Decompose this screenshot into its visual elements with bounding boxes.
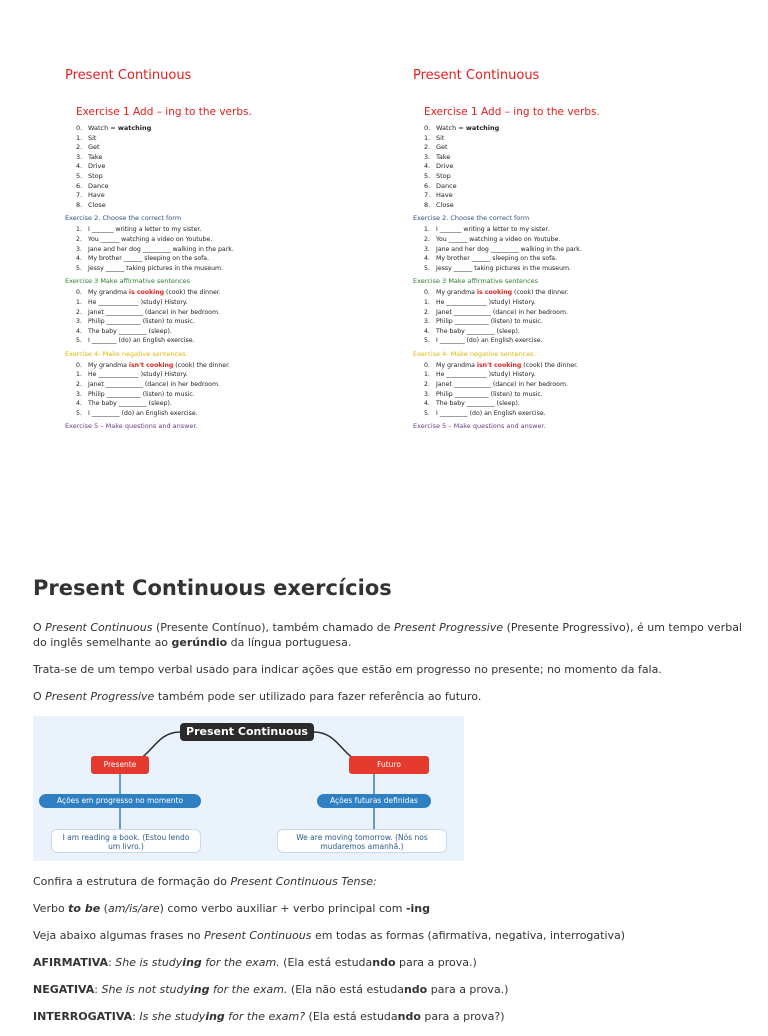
- list-item: 5. Jessy ______ taking pictures in the museum.: [424, 264, 571, 272]
- list-item: 4. The baby _________ (sleep).: [424, 400, 520, 408]
- list-item: 5. I _________ (do) an English exercise.: [76, 409, 198, 417]
- list-item: 8. Close: [76, 200, 106, 209]
- list-item: 4. The baby _________ (sleep).: [76, 327, 172, 335]
- list-item: 1. Sit: [76, 133, 97, 142]
- list-item: 1. I _______ writing a letter to my sister.: [424, 226, 550, 234]
- list-item: 5. I ________ (do) an English exercise.: [76, 337, 195, 345]
- list-item: 5. I _________ (do) an English exercise.: [424, 409, 546, 417]
- exercise4-list: [424, 361, 713, 419]
- list-item: 0. Watch = watching: [424, 124, 500, 132]
- list-item: 3. Philip ___________ (listen) to music.: [76, 318, 195, 326]
- list-item: 6. Dance: [424, 181, 457, 190]
- exercise3-list: [424, 288, 713, 346]
- future-pill: Ações futuras definidas: [317, 794, 431, 808]
- list-item: 5. Stop: [424, 171, 451, 180]
- list-item: 5. Jessy ______ taking pictures in the museum.: [76, 264, 223, 272]
- list-item: 0. My grandma is cooking (cook) the dinner.: [424, 289, 569, 297]
- exercise5-title: Exercise 5 – Make questions and answer.: [65, 422, 198, 431]
- present-example: I am reading a book. (Estou lendo um livro.): [51, 829, 201, 853]
- list-item: 2. Janet ____________ (dance) in her bedroom.: [76, 308, 220, 316]
- future-paragraph: O Present Progressive também pode ser utilizado para fazer referência ao futuro.: [33, 690, 482, 703]
- list-item: 0. My grandma isn't cooking (cook) the dinner.: [76, 361, 231, 369]
- list-item: 2. Get: [76, 143, 100, 152]
- list-item: 4. My brother ______ sleeping on the sofa.: [424, 255, 558, 263]
- exercise1-title: Exercise 1 Add – ing to the verbs.: [76, 106, 252, 118]
- example-negative: NEGATIVA: She is not studying for the exam. (Ela não está estudando para a prova.): [33, 983, 509, 996]
- worksheet-title: Present Continuous: [413, 68, 540, 83]
- concept-diagram: [33, 716, 464, 861]
- worksheet-left: [65, 68, 365, 433]
- list-item: 0. My grandma is cooking (cook) the dinner.: [76, 289, 221, 297]
- exercise3-title: Exercise 3 Make affirmative sentences: [65, 277, 191, 286]
- list-item: 3. Philip ___________ (listen) to music.: [76, 390, 195, 398]
- exercise2-title: Exercise 2. Choose the correct form: [413, 214, 530, 223]
- list-item: 4. Drive: [76, 162, 106, 171]
- list-item: 5. I ________ (do) an English exercise.: [424, 337, 543, 345]
- list-item: 1. Sit: [424, 133, 445, 142]
- list-item: 1. He _____________ )study) History.: [424, 371, 536, 379]
- list-item: 5. Stop: [76, 171, 103, 180]
- list-item: 0. My grandma isn't cooking (cook) the dinner.: [424, 361, 579, 369]
- list-item: 8. Close: [424, 200, 454, 209]
- article-heading: Present Continuous exercícios: [33, 576, 392, 600]
- list-item: 3. Philip ___________ (listen) to music.: [424, 390, 543, 398]
- list-item: 6. Dance: [76, 181, 109, 190]
- exercise4-title: Exercise 4- Make negative sentences.: [65, 349, 188, 358]
- exercise3-title: Exercise 3 Make affirmative sentences: [413, 277, 539, 286]
- example-affirmative: AFIRMATIVA: She is studying for the exam. (Ela está estudando para a prova.): [33, 956, 477, 969]
- diagram-title: Present Continuous: [180, 723, 314, 741]
- list-item: 3. Take: [424, 152, 451, 161]
- intro-paragraph: O Present Continuous (Presente Contínuo), também chamado de Present Progressive (Presente Progressivo), é um tempo verbal do inglês semelhante ao gerúndio da língua portuguesa.: [33, 621, 742, 649]
- exercise2-title: Exercise 2. Choose the correct form: [65, 214, 182, 223]
- structure-intro: Confira a estrutura de formação do Present Continuous Tense:: [33, 875, 377, 888]
- exercise4-title: Exercise 4- Make negative sentences.: [413, 349, 536, 358]
- exercise3-list: [76, 288, 365, 346]
- list-item: 1. He _____________ )study) History.: [76, 298, 188, 306]
- list-item: 4. Drive: [424, 162, 454, 171]
- exercise1-list: [76, 124, 365, 210]
- list-item: 2. You ______ watching a video on Youtube.: [76, 235, 213, 243]
- exercise1-list: [424, 124, 713, 210]
- list-item: 1. He _____________ )study) History.: [424, 298, 536, 306]
- future-tag: Futuro: [349, 756, 429, 774]
- list-item: 0. Watch = watching: [76, 124, 152, 132]
- list-item: 3. Philip ___________ (listen) to music.: [424, 318, 543, 326]
- list-item: 3. Take: [76, 152, 103, 161]
- exercise4-list: [76, 361, 365, 419]
- list-item: 2. Janet ____________ (dance) in her bedroom.: [76, 381, 220, 389]
- list-item: 2. Janet ____________ (dance) in her bedroom.: [424, 381, 568, 389]
- list-item: 1. He _____________ )study) History.: [76, 371, 188, 379]
- present-tag: Presente: [91, 756, 149, 774]
- list-item: 1. I _______ writing a letter to my sister.: [76, 226, 202, 234]
- exercise5-title: Exercise 5 – Make questions and answer.: [413, 422, 546, 431]
- worksheet-right: [413, 68, 713, 433]
- exercise1-title: Exercise 1 Add – ing to the verbs.: [424, 106, 600, 118]
- future-example: We are moving tomorrow. (Nós nos mudaremos amanhã.): [277, 829, 447, 853]
- exercise2-list: [76, 225, 365, 273]
- worksheet-title: Present Continuous: [65, 68, 192, 83]
- examples-intro: Veja abaixo algumas frases no Present Continuous em todas as formas (afirmativa, negativa, interrogativa): [33, 929, 626, 942]
- exercise2-list: [424, 225, 713, 273]
- list-item: 2. Get: [424, 143, 448, 152]
- article: [33, 576, 743, 1036]
- list-item: 4. The baby _________ (sleep).: [424, 327, 520, 335]
- list-item: 7. Have: [76, 191, 105, 200]
- list-item: 2. You ______ watching a video on Youtube.: [424, 235, 561, 243]
- list-item: 3. Jane and her dog _________ walking in the park.: [424, 245, 582, 253]
- list-item: 4. My brother ______ sleeping on the sofa.: [76, 255, 210, 263]
- list-item: 3. Jane and her dog _________ walking in the park.: [76, 245, 234, 253]
- list-item: 7. Have: [424, 191, 453, 200]
- definition-paragraph: Trata-se de um tempo verbal usado para indicar ações que estão em progresso no presente; no momento da fala.: [33, 663, 662, 676]
- example-interrogative: INTERROGATIVA: Is she studying for the exam? (Ela está estudando para a prova?): [33, 1010, 505, 1023]
- list-item: 4. The baby _________ (sleep).: [76, 400, 172, 408]
- present-pill: Ações em progresso no momento: [39, 794, 201, 808]
- structure-formula: Verbo to be (am/is/are) como verbo auxiliar + verbo principal com -ing: [33, 902, 430, 915]
- list-item: 2. Janet ____________ (dance) in her bedroom.: [424, 308, 568, 316]
